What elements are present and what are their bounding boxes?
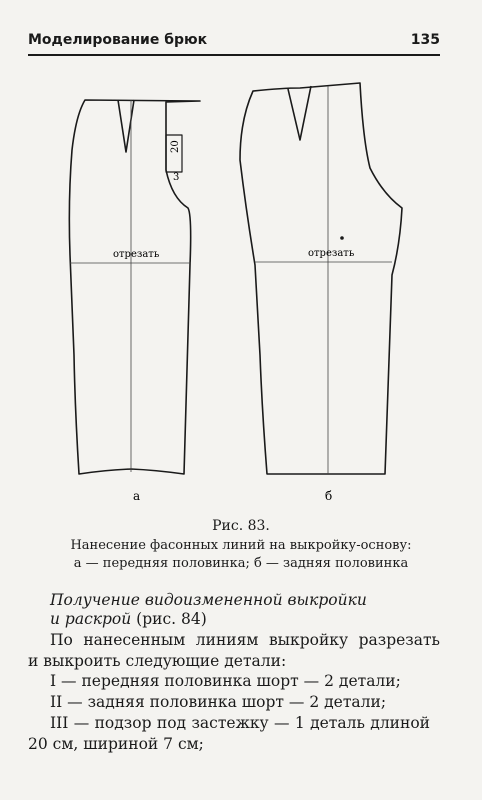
page-number: 135 [410,32,440,48]
dimension-3: 3 [173,172,180,183]
back-half-outline [240,83,402,474]
dimension-20: 20 [170,140,181,153]
front-dart [118,100,134,152]
caption-line-1: Нанесение фасонных линий на выкройку-основу: [70,538,412,553]
front-cut-label: отрезать [113,249,160,260]
label-b: б [325,489,333,503]
pattern-drawing [0,70,482,510]
pattern-figure [0,70,482,510]
list-item-3-line-1: III — подзор под застежку — 1 деталь длиной [50,714,430,732]
intro-line-1: По нанесенным линиям выкройку разрезать [50,631,440,649]
back-dart [288,86,311,140]
notch-mark [340,236,344,240]
list-item-3-line-2: 20 см, шириной 7 см; [28,735,204,753]
section-title-line-1: Получение видоизмененной выкройки [50,591,367,609]
front-half-outline [69,100,200,474]
list-item-2: II — задняя половинка шорт — 2 детали; [50,693,387,711]
section-title-italic: и раскрой [50,610,132,628]
running-title: Моделирование брюк [28,32,208,48]
section-title-line-2 [50,609,207,629]
figure-reference: (рис. 84) [131,610,207,628]
label-a: а [133,489,141,503]
caption-line-2: а — передняя половинка; б — задняя половинка [73,556,409,571]
page-header [28,30,440,56]
intro-line-2: и выкроить следующие детали: [28,652,287,670]
back-cut-label: отрезать [308,248,355,259]
list-item-1: I — передняя половинка шорт — 2 детали; [50,672,401,690]
figure-number: Рис. 83. [212,518,270,534]
